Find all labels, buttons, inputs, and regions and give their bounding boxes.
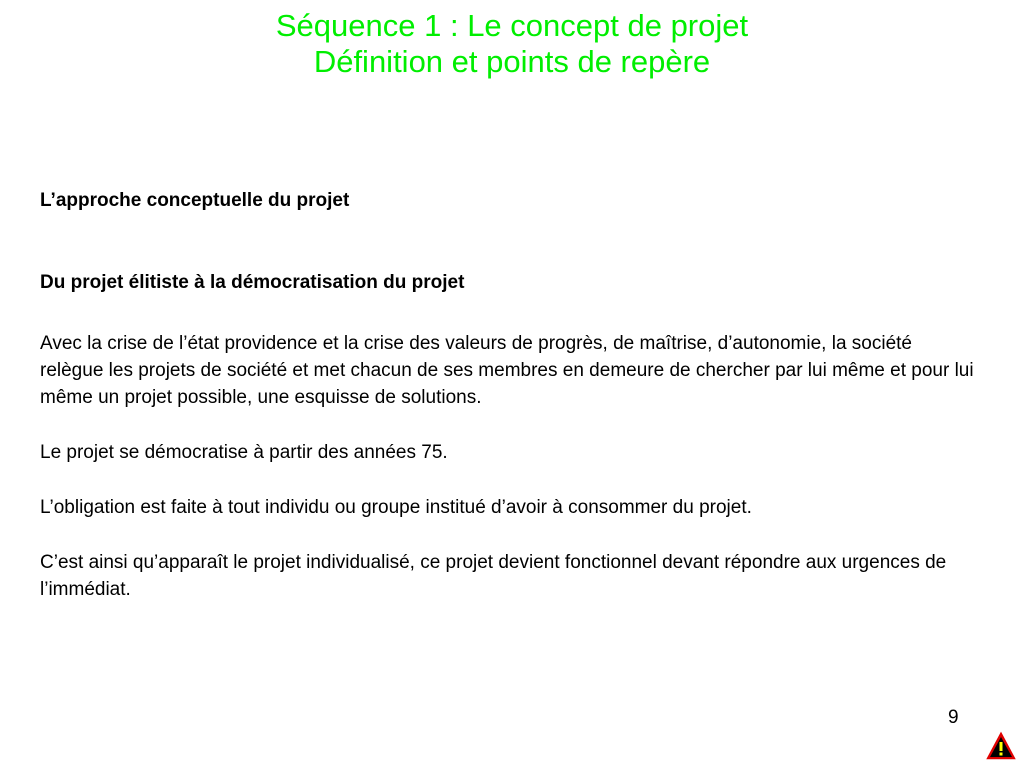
paragraph: L’obligation est faite à tout individu ou groupe institué d’avoir à consommer du projet. <box>40 497 752 518</box>
subsection-heading: Du projet élitiste à la démocratisation du projet <box>40 272 465 293</box>
paragraph: Le projet se démocratise à partir des années 75. <box>40 442 448 463</box>
title-line-1: Séquence 1 : Le concept de projet <box>275 8 749 43</box>
title-line-2: Définition et points de repère <box>313 44 711 79</box>
paragraph: Avec la crise de l’état providence et la crise des valeurs de progrès, de maîtrise, d’autonomie, la société relègue les projets de société et met chacun de ses membres en demeure de chercher par lui même et pour lui même un projet possible, une esquisse de solutions. <box>40 333 974 408</box>
page-number: 9 <box>948 707 959 728</box>
paragraph: C’est ainsi qu’apparaît le projet individualisé, ce projet devient fonctionnel devant répondre aux urgences de l’immédiat. <box>40 552 947 600</box>
slide-title <box>0 8 1024 80</box>
warning-icon[interactable] <box>984 729 1018 761</box>
body-text <box>40 330 980 631</box>
section-heading: L’approche conceptuelle du projet <box>40 190 350 211</box>
